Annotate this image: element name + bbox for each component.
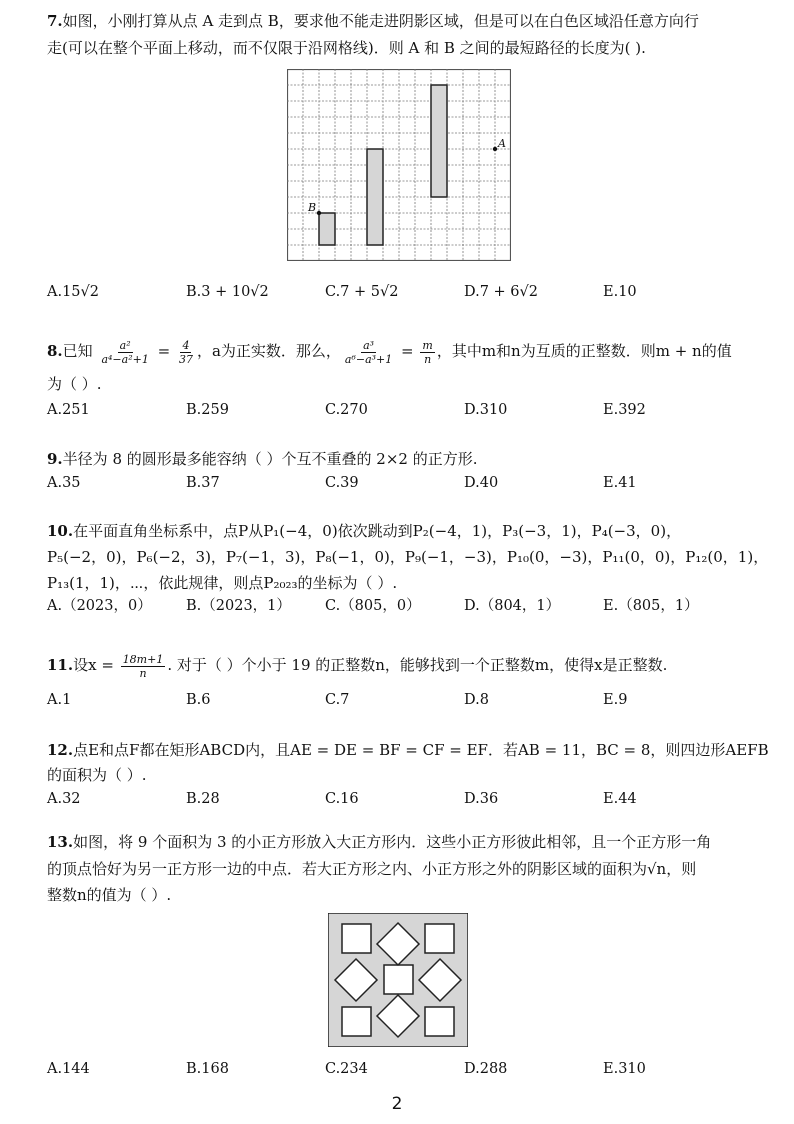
q12-option-c[interactable]: C.16 xyxy=(325,791,359,807)
point-b-label: B xyxy=(308,201,317,214)
q9-option-b[interactable]: B.37 xyxy=(186,475,220,491)
q13-option-b[interactable]: B.168 xyxy=(186,1061,229,1077)
q13-line3: 整数n的值为（ ）. xyxy=(47,886,172,904)
q11-option-b[interactable]: B.6 xyxy=(186,692,211,708)
q12-option-d[interactable]: D.36 xyxy=(464,791,499,807)
q7-line2: 走(可以在整个平面上移动，而不仅限于沿网格线)．则 A 和 B 之间的最短路径的长度为( ). xyxy=(47,39,646,57)
q11-option-a[interactable]: A.1 xyxy=(47,692,72,708)
q8-option-c[interactable]: C.270 xyxy=(325,402,368,418)
q10-number: 10. xyxy=(47,522,74,540)
q11-option-c[interactable]: C.7 xyxy=(325,692,350,708)
q10-option-c[interactable]: C.（805，0） xyxy=(325,598,421,614)
q8-fraction-2: $\frac{4}{37}$ xyxy=(178,338,193,366)
q9-line1: 9.半径为 8 的圆形最多能容纳（ ）个互不重叠的 2×2 的正方形. xyxy=(47,450,478,468)
q13-number: 13. xyxy=(47,833,74,851)
q11-fraction: $\frac{18m+1}{n}$ xyxy=(122,652,164,680)
q13-option-d[interactable]: D.288 xyxy=(464,1061,508,1077)
q8-fraction-3: $\frac{\text{a³}}{\text{a⁶−a³+1}}$ xyxy=(344,338,393,366)
q13-line2: 的顶点恰好为另一正方形一边的中点．若大正方形之内、小正方形之外的阴影区域的面积为√n，则 xyxy=(47,860,697,878)
point-a-dot xyxy=(493,147,497,151)
q10-option-a[interactable]: A.（2023，0） xyxy=(47,598,152,614)
q11-option-e[interactable]: E.9 xyxy=(603,692,628,708)
q9-option-a[interactable]: A.35 xyxy=(47,475,81,491)
q9-option-e[interactable]: E.41 xyxy=(603,475,637,491)
q10-option-e[interactable]: E.（805，1） xyxy=(603,598,699,614)
shaded-obstacle xyxy=(319,213,335,245)
q10-line1: 10.在平面直角坐标系中，点P从P₁(−4，0)依次跳动到P₂(−4，1)，P₃(−3，1)，P₄(−3，0)， xyxy=(47,522,682,540)
q13-small-square xyxy=(425,1007,454,1036)
q13-option-a[interactable]: A.144 xyxy=(47,1061,90,1077)
q7-grid-figure xyxy=(287,69,511,261)
q12-option-b[interactable]: B.28 xyxy=(186,791,220,807)
point-a-label: A xyxy=(498,137,506,150)
q8-option-e[interactable]: E.392 xyxy=(603,402,646,418)
q13-small-square xyxy=(342,924,371,953)
q8-line2: 为（ ）. xyxy=(47,375,102,393)
page-number: 2 xyxy=(391,1094,403,1114)
q13-line1: 13.如图，将 9 个面积为 3 的小正方形放入大正方形内．这些小正方形彼此相邻，且一个正方形一角 xyxy=(47,833,712,851)
q7-option-a[interactable]: A.15√2 xyxy=(47,284,99,300)
q10-line2: P₅(−2，0)，P₆(−2，3)，P₇(−1，3)，P₈(−1，0)，P₉(−1，−3)，P₁₀(0，−3)，P₁₁(0，0)，P₁₂(0，1)， xyxy=(47,548,769,566)
point-b-dot xyxy=(317,211,321,215)
shaded-obstacle xyxy=(367,149,383,245)
q7-option-b[interactable]: B.3 + 10√2 xyxy=(186,284,269,300)
q12-option-a[interactable]: A.32 xyxy=(47,791,81,807)
q13-option-c[interactable]: C.234 xyxy=(325,1061,368,1077)
q10-option-d[interactable]: D.（804，1） xyxy=(464,598,561,614)
q12-line1: 12.点E和点F都在矩形ABCD内，且AE = DE = BF = CF = EF．若AB = 11，BC = 8，则四边形AEFB xyxy=(47,741,769,759)
q7-option-c[interactable]: C.7 + 5√2 xyxy=(325,284,399,300)
q9-option-c[interactable]: C.39 xyxy=(325,475,359,491)
q7-option-d[interactable]: D.7 + 6√2 xyxy=(464,284,539,300)
q9-option-d[interactable]: D.40 xyxy=(464,475,499,491)
shaded-obstacle xyxy=(431,85,447,197)
q8-option-b[interactable]: B.259 xyxy=(186,402,229,418)
q9-number: 9. xyxy=(47,450,63,468)
q12-number: 12. xyxy=(47,741,74,759)
q7-option-e[interactable]: E.10 xyxy=(603,284,637,300)
q8-fraction-1: $\frac{\text{a²}}{\text{a⁴−a²+1}}$ xyxy=(101,338,149,366)
q8-option-d[interactable]: D.310 xyxy=(464,402,508,418)
q8-line1: 8.已知 $\frac{\text{a²}}{\text{a⁴−a²+1}}$ = $\frac{4}{37}$ ，a为正实数．那么， $\frac{\text{a³}}{\text{a⁶−a³+1}}$ = $\frac{m}{n}$ ，其中m和n为互质的正整数．则m + n的值 xyxy=(47,338,732,366)
q7-line1: 7.如图，小刚打算从点 A 走到点 B，要求他不能走进阴影区域，但是可以在白色区域沿任意方向行 xyxy=(47,12,699,30)
q13-squares-figure xyxy=(328,913,468,1047)
q8-option-a[interactable]: A.251 xyxy=(47,402,90,418)
q12-line2: 的面积为（ ）. xyxy=(47,766,147,784)
q7-number: 7. xyxy=(47,12,63,30)
q13-small-square xyxy=(384,965,413,994)
q13-small-square xyxy=(342,1007,371,1036)
q11-line1: 11.设x = $\frac{18m+1}{n}$ . 对于（ ）个小于 19 的正整数n，能够找到一个正整数m，使得x是正整数. xyxy=(47,652,668,680)
q12-option-e[interactable]: E.44 xyxy=(603,791,637,807)
q10-line3: P₁₃(1，1)，⋯，依此规律，则点P₂₀₂₃的坐标为（ ）. xyxy=(47,574,398,592)
q11-option-d[interactable]: D.8 xyxy=(464,692,489,708)
q13-small-square xyxy=(425,924,454,953)
q13-option-e[interactable]: E.310 xyxy=(603,1061,646,1077)
q8-fraction-4: $\frac{m}{n}$ xyxy=(422,338,433,366)
q8-number: 8. xyxy=(47,342,63,360)
q11-number: 11. xyxy=(47,656,74,674)
q10-option-b[interactable]: B.（2023，1） xyxy=(186,598,291,614)
